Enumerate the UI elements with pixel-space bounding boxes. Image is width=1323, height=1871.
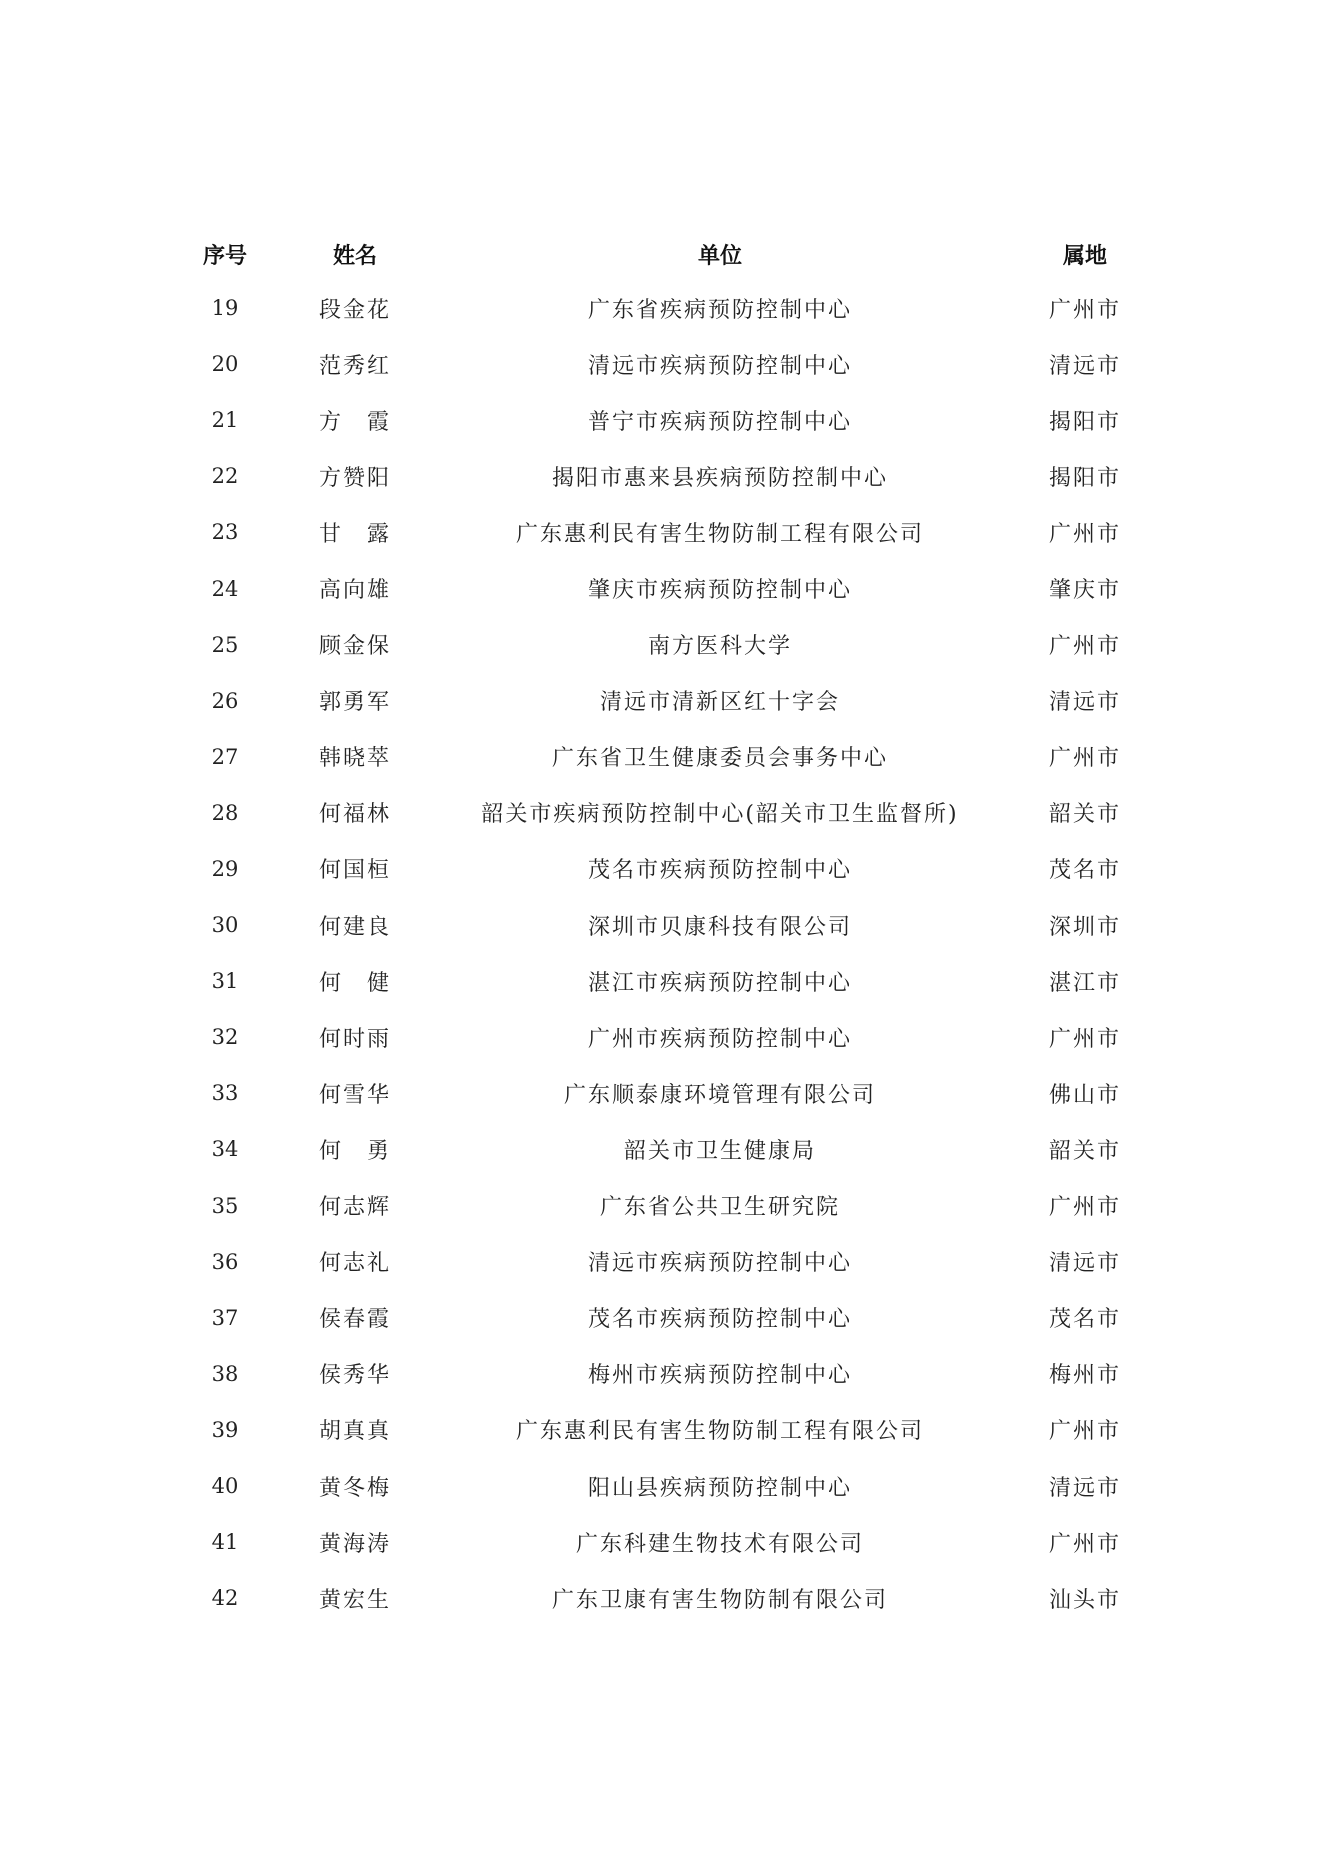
cell-location: 广州市 xyxy=(1048,297,1121,323)
cell-location: 广州市 xyxy=(1048,1419,1121,1445)
cell-location: 广州市 xyxy=(1048,1026,1121,1052)
table-row xyxy=(180,617,1170,673)
header-num: 序号 xyxy=(202,243,247,269)
cell-num: 40 xyxy=(211,1474,239,1499)
table-row xyxy=(180,392,1170,448)
cell-location: 清远市 xyxy=(1048,690,1121,716)
cell-location: 茂名市 xyxy=(1048,1307,1121,1333)
cell-location: 韶关市 xyxy=(1048,1138,1121,1164)
cell-num: 36 xyxy=(211,1249,239,1274)
cell-unit: 清远市疾病预防控制中心 xyxy=(587,353,852,379)
cell-unit: 普宁市疾病预防控制中心 xyxy=(587,409,852,435)
cell-location: 韶关市 xyxy=(1048,802,1121,828)
cell-unit: 广东科建生物技术有限公司 xyxy=(575,1531,864,1557)
table-row xyxy=(180,504,1170,560)
cell-num: 29 xyxy=(211,856,239,881)
cell-num: 24 xyxy=(211,576,239,601)
cell-unit: 湛江市疾病预防控制中心 xyxy=(587,970,852,996)
cell-unit: 茂名市疾病预防控制中心 xyxy=(587,1307,852,1333)
cell-num: 26 xyxy=(211,688,239,713)
table-row xyxy=(180,448,1170,504)
cell-location: 茂名市 xyxy=(1048,858,1121,884)
cell-name: 方 霞 xyxy=(318,409,391,435)
cell-unit: 梅州市疾病预防控制中心 xyxy=(587,1363,852,1389)
cell-name: 侯秀华 xyxy=(318,1363,391,1389)
cell-location: 汕头市 xyxy=(1048,1587,1121,1613)
cell-num: 27 xyxy=(211,744,239,769)
cell-unit: 清远市清新区红十字会 xyxy=(599,690,840,716)
cell-num: 25 xyxy=(211,632,239,657)
cell-name: 顾金保 xyxy=(318,634,391,660)
cell-unit: 韶关市卫生健康局 xyxy=(623,1138,816,1164)
cell-unit: 广东惠利民有害生物防制工程有限公司 xyxy=(515,521,924,547)
cell-name: 黄冬梅 xyxy=(318,1475,391,1501)
cell-unit: 广东省疾病预防控制中心 xyxy=(587,297,852,323)
cell-unit: 肇庆市疾病预防控制中心 xyxy=(587,578,852,604)
cell-name: 黄海涛 xyxy=(318,1531,391,1557)
table-row xyxy=(180,1458,1170,1514)
cell-name: 方赞阳 xyxy=(318,465,391,491)
cell-name: 何 勇 xyxy=(318,1138,391,1164)
cell-num: 42 xyxy=(211,1586,239,1611)
cell-location: 湛江市 xyxy=(1048,970,1121,996)
cell-num: 23 xyxy=(211,520,239,545)
cell-num: 22 xyxy=(211,464,239,489)
cell-num: 28 xyxy=(211,800,239,825)
roster-table xyxy=(180,228,1170,1626)
cell-num: 39 xyxy=(211,1417,239,1442)
cell-num: 30 xyxy=(211,913,239,938)
table-body xyxy=(180,280,1170,1626)
cell-num: 19 xyxy=(211,296,239,321)
header-location: 属地 xyxy=(1062,243,1107,269)
header-unit: 单位 xyxy=(697,243,742,269)
cell-name: 侯春霞 xyxy=(318,1307,391,1333)
table-row xyxy=(180,1290,1170,1346)
cell-location: 广州市 xyxy=(1048,634,1121,660)
cell-num: 37 xyxy=(211,1305,239,1330)
table-row xyxy=(180,1121,1170,1177)
cell-num: 21 xyxy=(211,408,239,433)
cell-num: 38 xyxy=(211,1361,239,1386)
cell-location: 深圳市 xyxy=(1048,914,1121,940)
table-row xyxy=(180,897,1170,953)
cell-name: 甘 露 xyxy=(318,521,391,547)
table-row xyxy=(180,1402,1170,1458)
cell-num: 34 xyxy=(211,1137,239,1162)
cell-unit: 茂名市疾病预防控制中心 xyxy=(587,858,852,884)
cell-num: 20 xyxy=(211,352,239,377)
table-row xyxy=(180,1234,1170,1290)
table-row xyxy=(180,1065,1170,1121)
cell-name: 何国桓 xyxy=(318,858,391,884)
header-name: 姓名 xyxy=(332,243,377,269)
table-row xyxy=(180,336,1170,392)
cell-num: 41 xyxy=(211,1530,239,1555)
cell-location: 清远市 xyxy=(1048,1475,1121,1501)
table-row xyxy=(180,1346,1170,1402)
table-row xyxy=(180,729,1170,785)
cell-name: 何雪华 xyxy=(318,1082,391,1108)
cell-unit: 阳山县疾病预防控制中心 xyxy=(587,1475,852,1501)
cell-name: 何 健 xyxy=(318,970,391,996)
cell-name: 何福林 xyxy=(318,802,391,828)
table-row xyxy=(180,280,1170,336)
cell-num: 31 xyxy=(211,969,239,994)
cell-unit: 广东省公共卫生研究院 xyxy=(599,1195,840,1221)
cell-num: 35 xyxy=(211,1193,239,1218)
table-row xyxy=(180,953,1170,1009)
cell-location: 广州市 xyxy=(1048,746,1121,772)
cell-location: 肇庆市 xyxy=(1048,578,1121,604)
cell-name: 胡真真 xyxy=(318,1419,391,1445)
cell-location: 佛山市 xyxy=(1048,1082,1121,1108)
cell-name: 黄宏生 xyxy=(318,1587,391,1613)
cell-location: 清远市 xyxy=(1048,353,1121,379)
table-row xyxy=(180,1178,1170,1234)
cell-num: 32 xyxy=(211,1025,239,1050)
cell-unit: 广东顺泰康环境管理有限公司 xyxy=(563,1082,876,1108)
table-row xyxy=(180,560,1170,616)
cell-location: 揭阳市 xyxy=(1048,409,1121,435)
table-row xyxy=(180,673,1170,729)
table-row xyxy=(180,1570,1170,1626)
table-row xyxy=(180,1514,1170,1570)
cell-location: 揭阳市 xyxy=(1048,465,1121,491)
cell-name: 何建良 xyxy=(318,914,391,940)
table-row xyxy=(180,841,1170,897)
cell-location: 广州市 xyxy=(1048,1195,1121,1221)
cell-name: 范秀红 xyxy=(318,353,391,379)
cell-location: 清远市 xyxy=(1048,1251,1121,1277)
cell-unit: 清远市疾病预防控制中心 xyxy=(587,1251,852,1277)
cell-unit: 深圳市贝康科技有限公司 xyxy=(587,914,852,940)
cell-name: 段金花 xyxy=(318,297,391,323)
cell-name: 韩晓萃 xyxy=(318,746,391,772)
cell-location: 广州市 xyxy=(1048,521,1121,547)
cell-name: 何时雨 xyxy=(318,1026,391,1052)
cell-unit: 广东省卫生健康委员会事务中心 xyxy=(551,746,888,772)
cell-num: 33 xyxy=(211,1081,239,1106)
cell-unit: 南方医科大学 xyxy=(647,634,792,660)
table-row xyxy=(180,785,1170,841)
cell-unit: 韶关市疾病预防控制中心(韶关市卫生监督所) xyxy=(481,802,959,828)
table-row xyxy=(180,1009,1170,1065)
cell-location: 梅州市 xyxy=(1048,1363,1121,1389)
cell-unit: 广东卫康有害生物防制有限公司 xyxy=(551,1587,888,1613)
cell-name: 何志辉 xyxy=(318,1195,391,1221)
cell-name: 郭勇军 xyxy=(318,690,391,716)
cell-unit: 揭阳市惠来县疾病预防控制中心 xyxy=(551,465,888,491)
cell-unit: 广东惠利民有害生物防制工程有限公司 xyxy=(515,1419,924,1445)
cell-unit: 广州市疾病预防控制中心 xyxy=(587,1026,852,1052)
table-header-row xyxy=(180,228,1170,280)
cell-name: 何志礼 xyxy=(318,1251,391,1277)
cell-location: 广州市 xyxy=(1048,1531,1121,1557)
cell-name: 高向雄 xyxy=(318,578,391,604)
